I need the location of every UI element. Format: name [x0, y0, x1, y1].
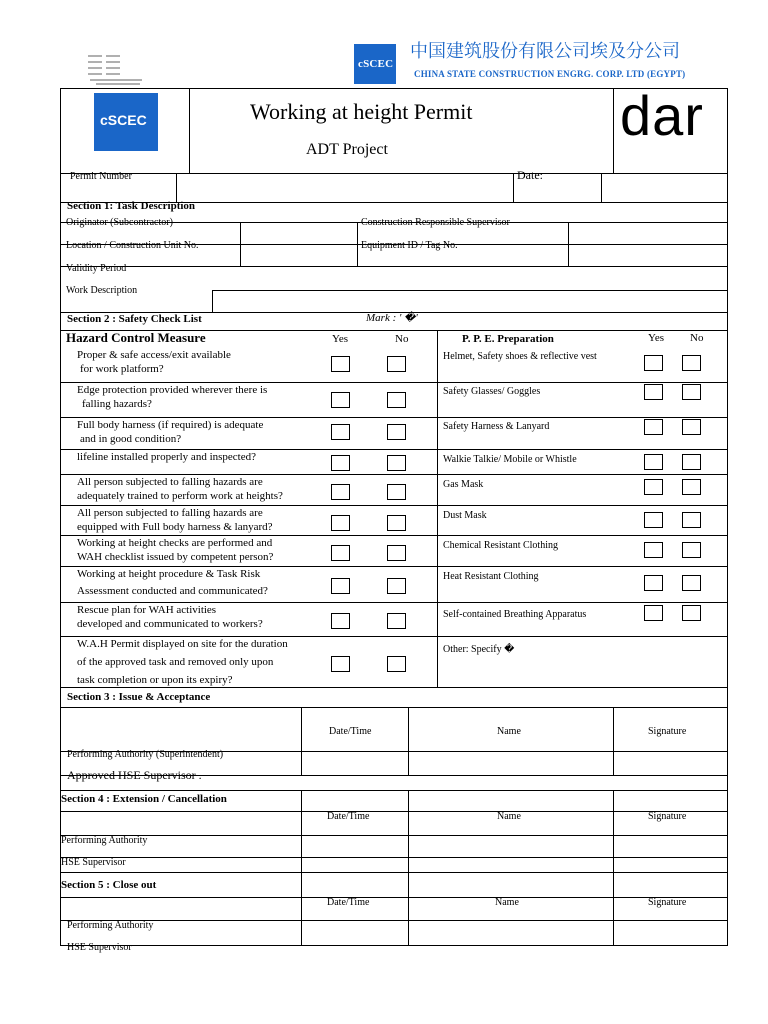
checklist-row-divider [60, 449, 728, 450]
hazard-yes-checkbox[interactable] [331, 578, 350, 594]
ppe-yes-checkbox[interactable] [644, 384, 663, 400]
hazard-item-text: adequately trained to perform work at heights? [77, 490, 283, 502]
hazard-item-text: Assessment conducted and communicated? [77, 585, 268, 597]
ppe-yes-header: Yes [648, 332, 665, 344]
hazard-item-text: Working at height procedure & Task Risk [77, 568, 261, 580]
supervisor-label: Construction Responsible Supervisor [361, 217, 510, 228]
hazard-yes-checkbox[interactable] [331, 356, 350, 372]
ppe-yes-checkbox[interactable] [644, 542, 663, 558]
ppe-item-text: Self-contained Breathing Apparatus [443, 609, 587, 620]
s3-signature-header: Signature [648, 726, 687, 737]
hazard-no-checkbox[interactable] [387, 392, 406, 408]
ppe-item-text: Walkie Talkie/ Mobile or Whistle [443, 454, 577, 465]
company-name-en: CHINA STATE CONSTRUCTION ENGRG. CORP. LTD (EGYPT) [414, 69, 686, 79]
hazard-yes-checkbox[interactable] [331, 613, 350, 629]
s4-datetime-header: Date/Time [327, 811, 370, 822]
checklist-row-divider [60, 566, 728, 567]
s3-performing-label: Performing Authority (Superintendent) [67, 749, 224, 760]
cscec-header-logo-text: cSCEC [358, 58, 394, 70]
ppe-yes-checkbox[interactable] [644, 419, 663, 435]
ppe-item-text: Chemical Resistant Clothing [443, 540, 558, 551]
hazard-no-checkbox[interactable] [387, 545, 406, 561]
hazard-yes-checkbox[interactable] [331, 656, 350, 672]
hazard-item-text: of the approved task and removed only upon [77, 656, 274, 668]
hazard-item-text: lifeline installed properly and inspected? [77, 451, 256, 463]
ppe-no-checkbox[interactable] [682, 384, 701, 400]
s5-hse-label: HSE Supervisor [67, 942, 132, 953]
s4-signature-header: Signature [648, 811, 687, 822]
ppe-no-checkbox[interactable] [682, 512, 701, 528]
hazard-yes-checkbox[interactable] [331, 515, 350, 531]
section1-title: Section 1: Task Description [67, 200, 196, 212]
hazard-item-text: Working at height checks are performed and [77, 537, 273, 549]
hazard-no-checkbox[interactable] [387, 484, 406, 500]
hazard-yes-checkbox[interactable] [331, 392, 350, 408]
ppe-yes-checkbox[interactable] [644, 355, 663, 371]
mark-legend: Mark : ' �' [366, 312, 418, 324]
section4-title: Section 4 : Extension / Cancellation [61, 793, 227, 805]
hazard-no-checkbox[interactable] [387, 424, 406, 440]
hazard-yes-header: Yes [332, 333, 349, 345]
checklist-row-divider [60, 535, 728, 536]
checklist-row-divider [60, 602, 728, 603]
hazard-no-checkbox[interactable] [387, 356, 406, 372]
hazard-no-checkbox[interactable] [387, 515, 406, 531]
permit-number-label: Permit Number [70, 171, 132, 182]
permit-number-input[interactable] [178, 176, 511, 200]
hazard-yes-checkbox[interactable] [331, 455, 350, 471]
hazard-no-checkbox[interactable] [387, 455, 406, 471]
s5-performing-label: Performing Authority [67, 920, 154, 931]
hazard-item-text: task completion or upon its expiry? [77, 674, 233, 686]
s3-approved-label: Approved HSE Supervisor . [67, 768, 202, 782]
grey-watermark-logo [86, 52, 146, 86]
ppe-item-text: Heat Resistant Clothing [443, 571, 539, 582]
hazard-yes-checkbox[interactable] [331, 424, 350, 440]
dar-logo: dar [620, 84, 704, 147]
work-description-label: Work Description [66, 285, 138, 296]
s5-datetime-header: Date/Time [327, 897, 370, 908]
ppe-item-text: Gas Mask [443, 479, 484, 490]
hazard-yes-checkbox[interactable] [331, 484, 350, 500]
hazard-no-checkbox[interactable] [387, 613, 406, 629]
validity-label: Validity Period [66, 263, 127, 274]
ppe-no-checkbox[interactable] [682, 355, 701, 371]
hazard-item-text: All person subjected to falling hazards are [77, 507, 263, 519]
hazard-item-text: for work platform? [80, 363, 164, 375]
equipment-label: Equipment ID / Tag No. [361, 240, 458, 251]
ppe-no-checkbox[interactable] [682, 542, 701, 558]
ppe-yes-checkbox[interactable] [644, 575, 663, 591]
s4-hse-label: HSE Supervisor [61, 857, 126, 868]
hazard-item-text: falling hazards? [82, 398, 152, 410]
hazard-header: Hazard Control Measure [66, 330, 206, 345]
project-name: ADT Project [306, 141, 388, 158]
date-label: Date: [517, 168, 543, 182]
checklist-row-divider [60, 474, 728, 475]
hazard-no-checkbox[interactable] [387, 656, 406, 672]
hazard-item-text: WAH checklist issued by competent person? [77, 551, 274, 563]
section2-title: Section 2 : Safety Check List [67, 313, 202, 325]
ppe-yes-checkbox[interactable] [644, 512, 663, 528]
ppe-item-text: Dust Mask [443, 510, 487, 521]
ppe-yes-checkbox[interactable] [644, 605, 663, 621]
hazard-item-text: W.A.H Permit displayed on site for the duration [77, 638, 288, 650]
checklist-row-divider [60, 505, 728, 506]
ppe-no-checkbox[interactable] [682, 454, 701, 470]
ppe-no-checkbox[interactable] [682, 419, 701, 435]
ppe-item-text: Safety Glasses/ Goggles [443, 386, 541, 397]
s5-signature-header: Signature [648, 897, 687, 908]
page-title: Working at height Permit [250, 99, 473, 124]
hazard-item-text: Rescue plan for WAH activities [77, 604, 217, 616]
ppe-yes-checkbox[interactable] [644, 479, 663, 495]
ppe-item-text: Other: Specify � [443, 644, 515, 655]
checklist-row-divider [60, 636, 728, 637]
hazard-item-text: Full body harness (if required) is adequate [77, 419, 264, 431]
ppe-header: P. P. E. Preparation [462, 333, 554, 345]
ppe-no-checkbox[interactable] [682, 605, 701, 621]
s4-name-header: Name [497, 811, 521, 822]
ppe-no-checkbox[interactable] [682, 479, 701, 495]
s4-performing-label: Performing Authority [61, 835, 148, 846]
ppe-no-checkbox[interactable] [682, 575, 701, 591]
hazard-item-text: and in good condition? [80, 433, 182, 445]
work-description-input[interactable] [214, 292, 726, 310]
section3-title: Section 3 : Issue & Acceptance [67, 691, 211, 703]
s3-datetime-header: Date/Time [329, 726, 372, 737]
ppe-item-text: Helmet, Safety shoes & reflective vest [443, 351, 597, 362]
company-name-cn: 中国建筑股份有限公司埃及分公司 [410, 41, 680, 62]
hazard-yes-checkbox[interactable] [331, 545, 350, 561]
cscec-logo-text: cSCEC [100, 112, 147, 128]
validity-input[interactable] [242, 268, 726, 288]
hazard-item-text: All person subjected to falling hazards are [77, 476, 263, 488]
hazard-item-text: Proper & safe access/exit available [77, 349, 231, 361]
ppe-no-header: No [690, 332, 704, 344]
hazard-item-text: equipped with Full body harness & lanyard? [77, 521, 273, 533]
originator-label: Originator (Subcontractor) [66, 217, 173, 228]
hazard-item-text: developed and communicated to workers? [77, 618, 263, 630]
hazard-item-text: Edge protection provided wherever there is [77, 384, 268, 396]
checklist-row-divider [60, 417, 728, 418]
location-label: Location / Construction Unit No. [66, 240, 199, 251]
ppe-yes-checkbox[interactable] [644, 454, 663, 470]
hazard-no-header: No [395, 333, 409, 345]
s5-name-header: Name [495, 897, 519, 908]
checklist-row-divider [60, 382, 728, 383]
date-input[interactable] [603, 176, 725, 200]
hazard-no-checkbox[interactable] [387, 578, 406, 594]
section5-title: Section 5 : Close out [61, 879, 157, 891]
s3-name-header: Name [497, 726, 521, 737]
ppe-item-text: Safety Harness & Lanyard [443, 421, 550, 432]
